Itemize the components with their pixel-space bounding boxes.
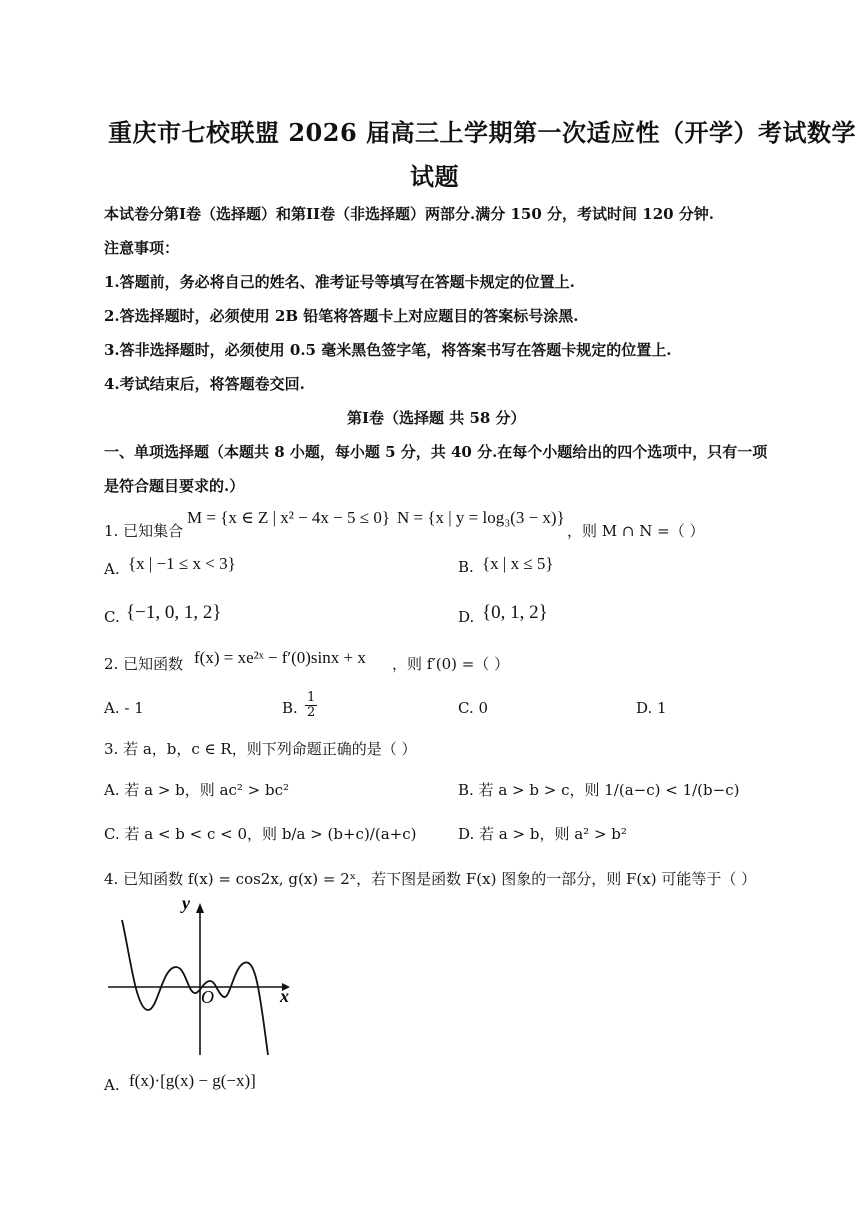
y-axis-arrow <box>196 903 204 913</box>
q4-option-a-label: A. <box>104 1076 120 1094</box>
question-2-suffix: ，则 f′(0) =（ ） <box>392 655 510 673</box>
part-instructions-line2: 是符合题目要求的.） <box>104 477 245 495</box>
fraction-numerator: 1 <box>307 690 316 705</box>
q3-option-d: D. 若 a > b，则 a² > b² <box>458 825 627 843</box>
notice-item: 4.考试结束后，将答题卷交回. <box>104 375 305 393</box>
q1-option-d: {0, 1, 2} <box>482 602 548 623</box>
q2-option-d: D. 1 <box>636 699 667 717</box>
question-1-set-m: M = {x ∈ Z | x² − 4x − 5 ≤ 0} <box>187 508 390 527</box>
q1-option-c: {−1, 0, 1, 2} <box>126 602 222 623</box>
question-3-stem: 3. 若 a，b，c ∈ R，则下列命题正确的是（ ） <box>104 740 417 758</box>
q1-option-a: {x | −1 ≤ x < 3} <box>128 554 236 573</box>
section-heading: 第I卷（选择题 共 58 分） <box>347 409 526 427</box>
q2-option-a: A. - 1 <box>104 699 144 717</box>
question-2-expr: f(x) = xe²ˣ − f′(0)sinx + x <box>194 648 366 667</box>
function-graph <box>100 895 300 1065</box>
question-2-prefix: 2. 已知函数 <box>104 655 184 673</box>
q3-option-b: B. 若 a > b > c，则 1/(a−c) < 1/(b−c) <box>458 781 740 799</box>
q2-option-b-fraction <box>303 691 319 721</box>
question-1-prefix: 1. 已知集合 <box>104 522 184 540</box>
q1-option-c-label: C. <box>104 608 120 626</box>
page-title-line2: 试题 <box>410 162 459 191</box>
exam-info: 本试卷分第I卷（选择题）和第II卷（非选择题）两部分.满分 150 分，考试时间 120 分钟. <box>104 205 715 223</box>
part-instructions-line1: 一、单项选择题（本题共 8 小题，每小题 5 分，共 40 分.在每个小题给出的四个选项中，只有一项 <box>104 443 768 461</box>
y-axis-label: y <box>182 895 190 913</box>
q1-option-a-label: A. <box>104 560 120 578</box>
q1-option-b-label: B. <box>458 558 474 576</box>
question-4-stem: 4. 已知函数 f(x) = cos2x, g(x) = 2ˣ，若下图是函数 F(x) 图象的一部分，则 F(x) 可能等于（ ） <box>104 870 757 888</box>
x-axis-label: x <box>280 986 289 1006</box>
q2-option-c: C. 0 <box>458 699 489 717</box>
question-1-suffix: ，则 M ∩ N =（ ） <box>567 522 705 540</box>
q3-option-a: A. 若 a > b，则 ac² > bc² <box>104 781 290 799</box>
notice-item: 1.答题前，务必将自己的姓名、准考证号等填写在答题卡规定的位置上. <box>104 273 575 291</box>
origin-label: O <box>201 987 214 1007</box>
question-1-set-n: N = {x | y = log₃(3 − x)} <box>397 508 565 527</box>
notice-item: 3.答非选择题时，必须使用 0.5 毫米黑色签字笔，将答案书写在答题卡规定的位置上. <box>104 341 672 359</box>
notice-heading: 注意事项： <box>104 239 180 257</box>
q4-option-a: f(x)·[g(x) − g(−x)] <box>129 1071 256 1090</box>
page-title-line1: 重庆市七校联盟 2026 届高三上学期第一次适应性（开学）考试数学 <box>108 118 857 147</box>
q1-option-b: {x | x ≤ 5} <box>482 554 554 573</box>
q3-option-c: C. 若 a < b < c < 0，则 b/a > (b+c)/(a+c) <box>104 825 417 843</box>
q2-option-b-label: B. <box>282 699 298 717</box>
q1-option-d-label: D. <box>458 608 475 626</box>
notice-item: 2.答选择题时，必须使用 2B 铅笔将答题卡上对应题目的答案标号涂黑. <box>104 307 579 325</box>
fraction-denominator: 2 <box>307 705 316 721</box>
